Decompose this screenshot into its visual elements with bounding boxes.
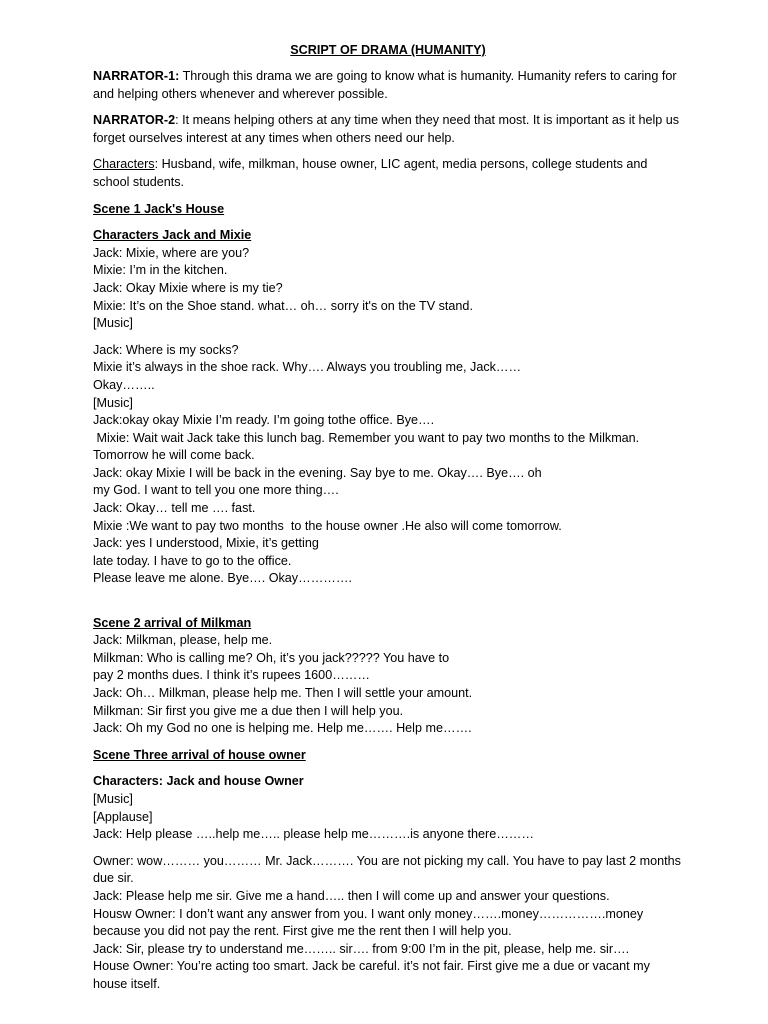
dialogue-line: Jack: Mixie, where are you? xyxy=(93,245,250,260)
scene-2-heading: Scene 2 arrival of Milkman xyxy=(93,615,252,630)
scene-1-characters-heading: Characters Jack and Mixie xyxy=(93,228,252,243)
document-title: SCRIPT OF DRAMA (HUMANITY) xyxy=(290,43,486,57)
narrator-2-text: : It means helping others at any time when they need that most. It is important as it help us forget ourselves interest at any times when others need our help. xyxy=(93,113,680,145)
narrator-1-label: NARRATOR-1: xyxy=(93,69,180,83)
scene-3-characters-heading: Characters: Jack and house Owner xyxy=(93,774,304,789)
dialogue-line: Jack: okay Mixie I will be back in the evening. Say bye to me. Okay…. Bye…. oh xyxy=(93,465,542,480)
dialogue-line: Okay…….. xyxy=(93,377,155,392)
dialogue-line: [Applause] xyxy=(93,809,153,824)
scene-2-dialogue xyxy=(93,615,683,738)
dialogue-line: Housw Owner: I don’t want any answer from you. I want only money…….money…………….money because you did not pay the rent. First give me the rent then I will help you. xyxy=(93,906,644,939)
dialogue-line: [Music] xyxy=(93,791,133,806)
dialogue-line: Jack: Oh… Milkman, please help me. Then I will settle your amount. xyxy=(93,686,473,700)
scene-3-dialogue-b xyxy=(93,853,683,994)
dialogue-line: pay 2 months dues. I think it’s rupees 1600……… xyxy=(93,668,370,683)
dialogue-line: Mixie: It’s on the Shoe stand. what… oh… sorry it's on the TV stand. xyxy=(93,298,473,313)
scene-1-dialogue-a xyxy=(93,227,683,333)
dialogue-line: Milkman: Who is calling me? Oh, it’s you jack????? You have to xyxy=(93,650,450,665)
scene-3-heading-block xyxy=(93,747,683,765)
dialogue-line: Jack: Help please …..help me….. please help me……….is anyone there……… xyxy=(93,827,534,842)
dialogue-line: my God. I want to tell you one more thing…. xyxy=(93,483,339,498)
dialogue-line: Mixie :We want to pay two months to the house owner .He also will come tomorrow. xyxy=(93,518,562,533)
dialogue-line: Mixie it’s always in the shoe rack. Why…. Always you troubling me, Jack…… xyxy=(93,360,522,375)
narrator-1-text: Through this drama we are going to know what is humanity. Humanity refers to caring for and helping others whenever and wherever possible. xyxy=(93,69,677,101)
dialogue-line: Jack: Okay Mixie where is my tie? xyxy=(93,280,283,295)
characters-label: Characters xyxy=(93,157,155,172)
dialogue-line: Jack: Oh my God no one is helping me. Help me……. Help me……. xyxy=(93,721,472,736)
dialogue-line: [Music] xyxy=(93,316,133,331)
dialogue-line: Jack: Sir, please try to understand me…….. sir…. from 9:00 I’m in the pit, please, help me. sir…. xyxy=(93,941,630,956)
dialogue-line: Jack: Okay… tell me …. fast. xyxy=(93,501,256,516)
narrator-2-label: NARRATOR-2 xyxy=(93,113,176,128)
scene-3-dialogue-a xyxy=(93,773,683,843)
dialogue-line: House Owner: You’re acting too smart. Jack be careful. it’s not fair. First give me a due or vacant my house itself. xyxy=(93,959,650,991)
dialogue-line: Milkman: Sir first you give me a due then I will help you. xyxy=(93,703,404,718)
dialogue-line: Jack:okay okay Mixie I’m ready. I’m going tothe office. Bye…. xyxy=(93,413,435,428)
scene-1-heading: Scene 1 Jack's House xyxy=(93,201,225,216)
dialogue-line: Tomorrow he will come back. xyxy=(93,448,255,463)
dialogue-line: Jack: Where is my socks? xyxy=(93,342,239,357)
characters-text: : Husband, wife, milkman, house owner, LIC agent, media persons, college students and school students. xyxy=(93,157,648,189)
dialogue-line: [Music] xyxy=(93,395,133,410)
dialogue-line: Please leave me alone. Bye…. Okay…………. xyxy=(93,571,352,586)
blank-line xyxy=(93,588,683,606)
scene-3-heading: Scene Three arrival of house owner xyxy=(93,747,306,762)
narrator-2-paragraph xyxy=(93,112,683,147)
dialogue-line: Mixie: I’m in the kitchen. xyxy=(93,263,228,278)
document-page xyxy=(93,42,683,1003)
dialogue-line: Jack: yes I understood, Mixie, it’s getting xyxy=(93,536,319,551)
narrator-1-paragraph xyxy=(93,68,683,103)
scene-1-heading-block xyxy=(93,201,683,219)
dialogue-line: late today. I have to go to the office. xyxy=(93,553,292,568)
dialogue-line: Jack: Milkman, please, help me. xyxy=(93,633,273,648)
dialogue-line: Mixie: Wait wait Jack take this lunch bag. Remember you want to pay two months to the Milkman. xyxy=(93,430,640,445)
scene-1-dialogue-b xyxy=(93,342,683,606)
dialogue-line: Owner: wow……… you……… Mr. Jack………. You are not picking my call. You have to pay last 2 months due sir. xyxy=(93,853,681,886)
characters-paragraph xyxy=(93,156,683,191)
dialogue-line: Jack: Please help me sir. Give me a hand….. then I will come up and answer your questions. xyxy=(93,888,610,903)
